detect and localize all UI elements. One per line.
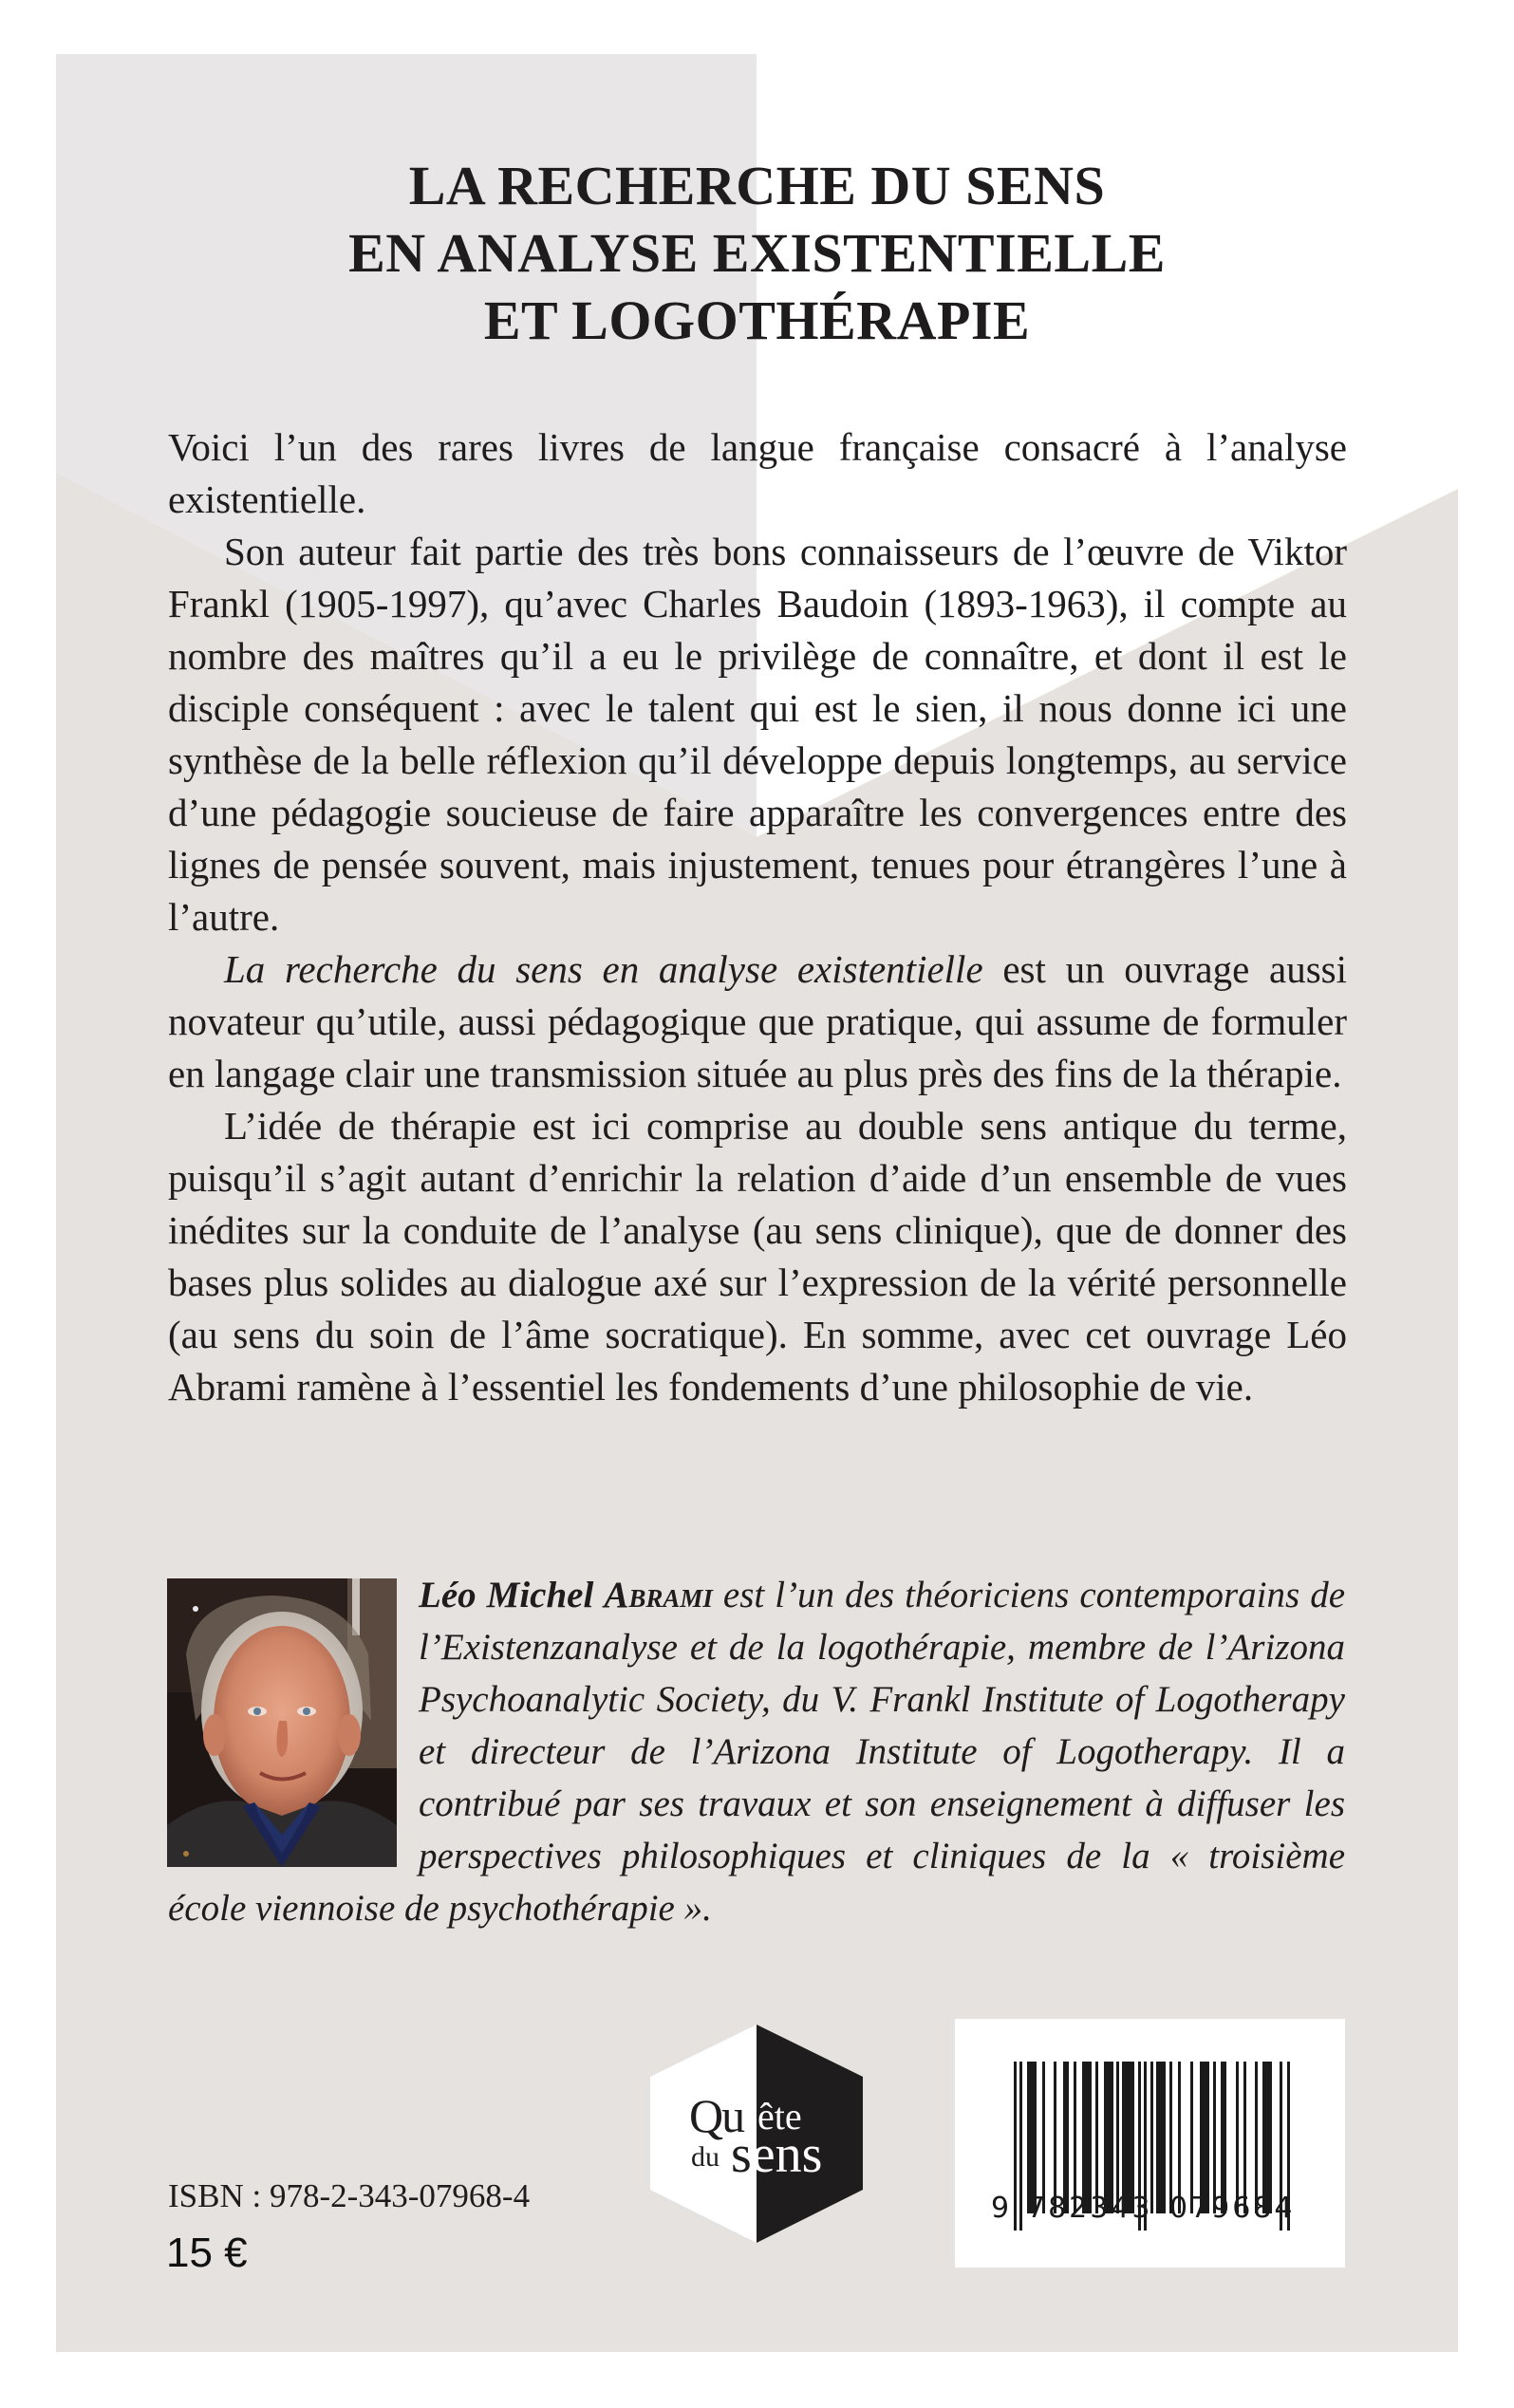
- barcode-group-1: 782343: [1027, 2192, 1153, 2225]
- description-paragraph-3: [168, 943, 1347, 1100]
- book-title-italic: La recherche du sens en analyse existentielle: [224, 947, 983, 991]
- title-line-2: EN ANALYSE EXISTENTIELLE: [348, 222, 1166, 284]
- author-bio: [168, 1569, 1345, 1934]
- book-description: [168, 421, 1347, 1413]
- publisher-logo: [649, 2024, 864, 2244]
- description-paragraph-4: L’idée de thérapie est ici comprise au double sens antique du terme, puisqu’il s’agit autant d’enrichir la relation d’aide d’un ensemble de vues inédites sur la conduite de l’analyse (au sens clinique), que de donner des bases plus solides au dialogue axé sur l’expression de la vérité personnelle (au sens du soin de l’âme socratique). En somme, avec cet ouvrage Léo Abrami ramène à l’essentiel les fondements d’une philosophie de vie.: [168, 1104, 1347, 1409]
- author-first-names: Léo Michel: [419, 1575, 605, 1615]
- photo-spacer: [168, 1569, 419, 1878]
- title-line-1: LA RECHERCHE DU SENS: [408, 155, 1106, 216]
- logo-text-sens: sens: [731, 2125, 823, 2184]
- author-surname: Abrami: [604, 1575, 713, 1615]
- logo-text-qu: Qu: [689, 2089, 744, 2142]
- barcode-bars: [955, 2019, 1345, 2268]
- author-bio-text: est l’un des théoriciens contemporains de l’Existenzanalyse et de la logothérapie, membre de l’Arizona Psychoanalytic Society, du V. Frankl Institute of Logotherapy et directeur de l’Arizona Institute of Logotherapy. Il a contribué par ses travaux et son enseignement à diffuser les perspectives philosophiques et cliniques de la « troisième école viennoise de psychothérapie ».: [168, 1575, 1346, 1929]
- barcode-first-digit: 9: [991, 2192, 1012, 2225]
- book-title: [0, 152, 1514, 354]
- barcode: [955, 2019, 1345, 2268]
- description-paragraph-1: Voici l’un des rares livres de langue française consacré à l’analyse existentielle.: [168, 425, 1347, 521]
- title-line-3: ET LOGOTHÉRAPIE: [483, 289, 1031, 351]
- description-paragraph-3-text: est un ouvrage aussi novateur qu’utile, aussi pédagogique que pratique, qui assume de formuler en langage clair une transmission située au plus près des fins de la thérapie.: [168, 947, 1348, 1095]
- barcode-group-2: 079684: [1169, 2192, 1296, 2225]
- description-paragraph-2: Son auteur fait partie des très bons connaisseurs de l’œuvre de Viktor Frankl (1905-1997), qu’avec Charles Baudoin (1893-1963), il compte au nombre des maîtres qu’il a eu le privilège de connaître, et dont il est le disciple conséquent : avec le talent qui est le sien, il nous donne ici une synthèse de la belle réflexion qu’il développe depuis longtemps, au service d’une pédagogie soucieuse de faire apparaître les convergences entre des lignes de pensée souvent, mais injustement, tenues pour étrangères l’une à l’autre.: [168, 530, 1347, 939]
- logo-text-ete: ête: [757, 2095, 802, 2137]
- price-label: 15 €: [166, 2230, 248, 2276]
- isbn-label: ISBN : 978-2-343-07968-4: [168, 2177, 531, 2214]
- logo-text-du: du: [691, 2141, 720, 2173]
